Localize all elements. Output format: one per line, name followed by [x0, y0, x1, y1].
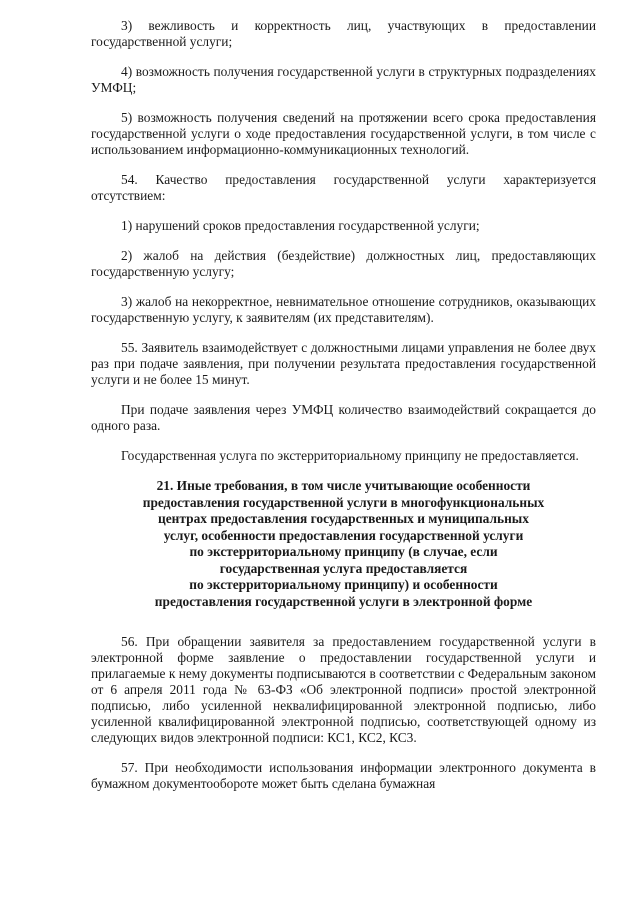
paragraph: Государственная услуга по экстерриториальному принципу не предоставляется. [121, 448, 579, 463]
section-heading-line: 21. Иные требования, в том числе учитывающие особенности [156, 478, 531, 493]
paragraph: 1) нарушений сроков предоставления государственной услуги; [121, 218, 480, 233]
section-heading-line: государственная услуга предоставляется [219, 560, 468, 576]
paragraph: 55. Заявитель взаимодействует с должностными лицами управления не более двух раз при подаче заявления, при получении результата предоставления государственной услуги и не более 15 минут. [91, 340, 596, 387]
section-heading-line: предоставления государственной услуги в многофункциональных [142, 494, 545, 510]
paragraph: При подаче заявления через УМФЦ количество взаимодействий сокращается до одного раза. [91, 402, 596, 433]
paragraph: 3) вежливость и корректность лиц, участвующих в предоставлении государственной услуги; [91, 18, 596, 49]
paragraph: 56. При обращении заявителя за предоставлением государственной услуги в электронной форме заявление о предоставлении государственной услуги и прилагаемые к нему документы подписываются в соответствии с Федеральным законом от 6 апреля 2011 года № 63-ФЗ «Об электронной подписи» простой электронной подписью, либо усиленной неквалифицированной электронной подписью, либо усиленной квалифицированной электронной подписью, соответствующей одному из следующих видов электронной подписи: КС1, КС2, КС3. [91, 634, 596, 745]
section-heading-line: предоставления государственной услуги в электронной форме [154, 593, 533, 609]
section-heading-line: центрах предоставления государственных и муниципальных [158, 511, 529, 526]
document-page [91, 18, 596, 792]
paragraph: 3) жалоб на некорректное, невнимательное отношение сотрудников, оказывающих государственную услугу, к заявителям (их представителям). [91, 294, 596, 325]
section-heading-line: услуг, особенности предоставления государственной услуги [163, 527, 524, 543]
paragraph: 5) возможность получения сведений на протяжении всего срока предоставления государственной услуги о ходе предоставления государственной услуги, в том числе с использованием информационно-коммуникационных технологий. [91, 110, 596, 157]
section-heading [91, 478, 596, 610]
paragraph: 54. Качество предоставления государственной услуги характеризуется отсутствием: [91, 172, 596, 203]
paragraph: 57. При необходимости использования информации электронного документа в бумажном документообороте может быть сделана бумажная [91, 760, 596, 791]
section-heading-line: по экстерриториальному принципу) и особенности [189, 577, 498, 592]
paragraph: 2) жалоб на действия (бездействие) должностных лиц, предоставляющих государственную услугу; [91, 248, 596, 279]
section-heading-line: по экстерриториальному принципу (в случае, если [189, 544, 498, 559]
paragraph: 4) возможность получения государственной услуги в структурных подразделениях УМФЦ; [91, 64, 596, 95]
